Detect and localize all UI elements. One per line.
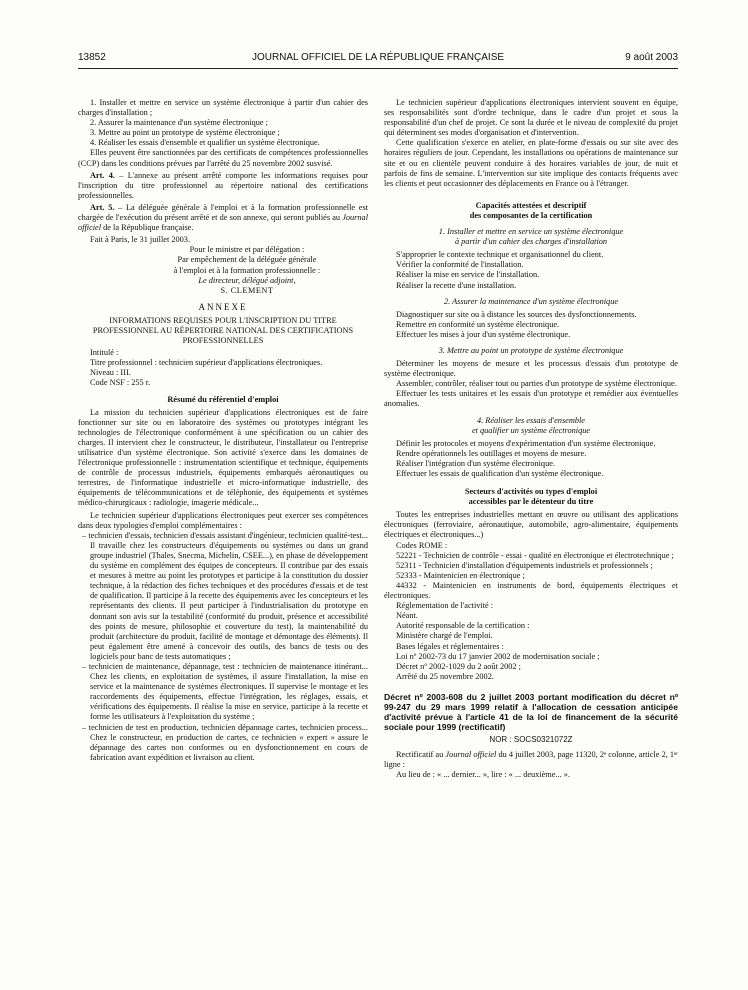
section-item: Effectuer les mises à jour d'un système électronique.	[396, 329, 571, 339]
list-item: 3. Mettre au point un prototype de système électronique ;	[90, 128, 280, 138]
secteurs-line: 52311 - Technicien d'installation d'équipements industriels et professionnels ;	[396, 560, 653, 570]
section-item: Réaliser la recette d'une installation.	[396, 280, 517, 290]
secteurs-line: Réglementation de l'activité :	[396, 601, 494, 611]
secteurs-line: Loi nº 2002-73 du 17 janvier 2002 de modernisation sociale ;	[396, 651, 600, 661]
section-item: Déterminer les moyens de mesure et les processus d'essais d'un prototype de système électronique.	[384, 359, 678, 379]
list-item: 4. Réaliser les essais d'ensemble et qualifier un système électronique.	[90, 138, 320, 148]
heading-line: accessibles par le détenteur du titre	[468, 497, 594, 507]
article-label: Art. 4.	[90, 170, 116, 180]
section-item: Rendre opérationnels les outillages et moyens de mesure.	[396, 448, 587, 458]
title-line: 4. Réaliser les essais d'ensemble	[476, 415, 585, 425]
sign-line: Pour le ministre et par délégation :	[189, 245, 305, 255]
rectif-text: Rectificatif au	[396, 749, 446, 759]
title-line: 1. Installer et mettre en service un système électronique	[438, 227, 624, 237]
section-title	[384, 227, 678, 247]
section-item: Réaliser la mise en service de l'installation.	[396, 270, 540, 280]
section-3	[384, 346, 678, 410]
section-title: 3. Mettre au point un prototype de système électronique	[438, 345, 624, 355]
section-item: Diagnostiquer sur site ou à distance les sources des dysfonctionnements.	[396, 309, 637, 319]
secteurs-line: Ministère chargé de l'emploi.	[396, 631, 493, 641]
intro-paragraph: Cette qualification s'exerce en atelier, en plate-forme d'essais ou sur site avec des horaires réguliers de jour. Cependant, les installations ou opérations de maintenance sur site et ou en clientèle peuvent conduire à des horaires variables de jour, de nuit et parfois de fins de semaine. L'intervention sur site implique des contacts fréquents avec les clients et peut occasionner des déplacements en France ou à l'étranger.	[384, 138, 678, 188]
secteurs-line: Toutes les entreprises industrielles mettant en œuvre ou utilisant des applications électroniques (ferroviaire, aéronautique, automobile, agro-alimentaire, équipements électriques et électroniques...)	[384, 510, 678, 540]
resume-paragraph: La mission du technicien supérieur d'applications électroniques est de faire fonctionner sur site ou en laboratoire des systèmes ou prototypes intégrant les technologies de l'électronique conformément à une spécification ou un cahier des charges. Il intervient chez le constructeur, le distributeur, l'installateur ou l'entreprise utilisatrice d'un système électronique. Son activité s'exerce dans les domaines de l'électronique professionnelle : instrumentation scientifique et technique, équipements de contrôle de processus industriels, équipements embarqués aéronautiques ou terrestres, de l'informatique industrielle et micro-informatique industrielle, des équipements de télécommunications et de téléphonie, des équipements et systèmes médico-chirurgicaux : radiologie, imagerie médicale...	[78, 407, 368, 508]
secteurs-line: Néant.	[396, 611, 418, 621]
intitule-label: Intitulé :	[90, 348, 119, 358]
rectif-text: du 4 juillet 2003, page 11320, 2ᵉ colonne, article 2, 1ᵉʳ ligne :	[384, 749, 678, 770]
sign-line: Par empêchement de la déléguée générale	[177, 255, 317, 265]
heading-line: Capacités attestées et descriptif	[475, 200, 587, 210]
heading-line: des composantes de la certification	[469, 210, 593, 220]
sign-line: à l'emploi et à la formation professionnelle :	[173, 265, 321, 275]
right-column	[384, 98, 678, 780]
code-nsf: Code NSF : 255 r.	[90, 378, 151, 388]
dash-item: – technicien de maintenance, dépannage, test : technicien de maintenance itinérant... Chez les clients, en exploitation de systèmes, il assure l'installation, la mise en service et la maintenance de systèmes électroniques. Il supervise le montage et les raccordements des équipements, effectue l'intégration, les réglages, essais, et vérifications des équipements. Il réalise la mise en service, participe à la recette et forme les utilisateurs à l'exploitation du système ;	[82, 661, 368, 722]
secteurs-line: Décret nº 2002-1029 du 2 août 2002 ;	[396, 661, 521, 671]
rectificatif	[384, 750, 678, 770]
secteurs-line: Autorité responsable de la certification :	[396, 621, 530, 631]
done-at: Fait à Paris, le 31 juillet 2003.	[90, 235, 191, 245]
heading-line: Secteurs d'activités ou types d'emploi	[464, 487, 598, 497]
section-item: Remettre en conformité un système électronique.	[396, 319, 560, 329]
section-title	[384, 416, 678, 436]
rectif-correction: Au lieu de : « ... dernier... », lire : « ... deuxième... ».	[396, 770, 570, 780]
niveau: Niveau : III.	[90, 368, 131, 378]
secteurs-line: 52221 - Technicien de contrôle - essai - qualité en électronique et électrotechnique ;	[396, 550, 674, 560]
sign-name: S. CLEMENT	[220, 285, 274, 295]
section-1	[384, 227, 678, 291]
article-5	[78, 203, 368, 233]
section-item: Vérifier la conformité de l'installation.	[396, 260, 524, 270]
section-2	[384, 297, 678, 340]
page-number: 13852	[78, 52, 106, 63]
article-text: de la République française.	[101, 223, 194, 233]
annexe-title: ANNEXE	[198, 301, 248, 312]
nor-reference: NOR : SOCS0321072Z	[489, 734, 573, 744]
article-text: – L'annexe au présent arrêté comporte les informations requises pour l'inscription du titre professionnel au répertoire national des certifications professionnelles.	[78, 170, 368, 200]
journal-title: JOURNAL OFFICIEL DE LA RÉPUBLIQUE FRANÇAISE	[251, 52, 505, 63]
article-text: – La déléguée générale à l'emploi et à la formation professionnelle est chargée de l'exécution du présent arrêté et de son annexe, qui seront publiés au	[78, 202, 368, 223]
list-item: 2. Assurer la maintenance d'un système électronique ;	[90, 118, 268, 128]
resume-heading: Résumé du référentiel d'emploi	[167, 394, 279, 404]
title-line: à partir d'un cahier des charges d'installation	[454, 237, 608, 247]
secteurs-line: 44332 - Maintenicien en instruments de bord, équipements électriques et électroniques.	[384, 580, 678, 601]
list-item: 1. Installer et mettre en service un système électronique à partir d'un cahier des charges d'installation ;	[78, 98, 368, 118]
resume-paragraph: Le technicien supérieur d'applications électroniques peut exercer ses compétences dans deux typologies d'emploi complémentaires :	[78, 510, 368, 530]
signature-block	[126, 245, 368, 295]
section-item: Assembler, contrôler, réaliser tout ou parties d'un prototype de système électronique.	[396, 379, 677, 389]
section-item: Définir les protocoles et moyens d'expérimentation d'un système électronique.	[396, 438, 656, 448]
section-item: Effectuer les tests unitaires et les essais d'un prototype et remédier aux éventuelles anomalies.	[384, 389, 678, 409]
title-info	[90, 348, 368, 388]
left-column	[78, 98, 368, 763]
titre-pro: Titre professionnel : technicien supérieur d'applications électroniques.	[90, 358, 323, 368]
section-title: 2. Assurer la maintenance d'un système électronique	[443, 296, 619, 306]
secteurs-line: Codes ROME :	[396, 540, 448, 550]
info-title: INFORMATIONS REQUISES POUR L'INSCRIPTION DU TITRE PROFESSIONNEL AU RÉPERTOIRE NATIONAL DES CERTIFICATIONS PROFESSIONNELLES	[92, 315, 354, 346]
section-item: Réaliser l'intégration d'un système électronique.	[396, 458, 555, 468]
capacites-heading	[384, 201, 678, 221]
secteurs-heading	[384, 487, 678, 507]
journal-name: Journal officiel	[78, 213, 368, 233]
section-item: S'approprier le contexte technique et organisationnel du client.	[396, 250, 604, 260]
dash-item: – technicien d'essais, technicien d'essais assistant d'ingénieur, technicien qualité-test... Il travaille chez les constructeurs d'équipements ou systèmes ou dans un grand groupe industriel (Thales, Snecma, Michelin, CSEE...), en phase de développement du système en complément des équipes de concepteurs. Il contribue par des essais et mesures à mettre au point les prototypes et participe à la constitution du dossier technique, à la rédaction des fiches techniques et des procédures d'essais et de test de qualification. Il participe à la recette des équipements avec les concepteurs et les représentants des clients. Il peut participer à l'industrialisation du prototype en donnant son avis sur la testabilité (conformité du produit, présence et accessibilité des points de mesure, philosophie et couverture du test), la maintenabilité du produit (architecture du produit, facilité de montage et démontage des éléments). Il peut également être amené à concevoir des outils, des bancs de tests ou des logiciels pour banc de tests automatiques ;	[82, 530, 368, 661]
sanction-text: Elles peuvent être sanctionnées par des certificats de compétences professionnelles (CCP) dans les conditions prévues par l'arrêté du 25 novembre 2002 susvisé.	[78, 148, 368, 168]
dash-item: – technicien de test en production, technicien dépannage cartes, technicien process... Chez le constructeur, en production de cartes, ce technicien « expert » assure le dépannage des cartes non conformes ou en dysfonctionnement en cours de fabrication avant expédition et livraison au client.	[82, 722, 368, 762]
article-4	[78, 171, 368, 201]
title-line: et qualifier un système électronique	[471, 425, 591, 435]
section-4	[384, 416, 678, 480]
article-label: Art. 5.	[90, 202, 115, 212]
issue-date: 9 août 2003	[625, 52, 678, 63]
intro-paragraph: Le technicien supérieur d'applications électroniques intervient souvent en équipe, ses responsabilités sont d'ordre technique, dans le cadre d'un projet et sous la responsabilité d'un chef de projet. Ce sont la durée et le niveau de complexité du projet qui déterminent ses modes d'organisation et d'intervention.	[384, 98, 678, 138]
secteurs-line: Arrêté du 25 novembre 2002.	[396, 671, 494, 681]
decree-title: Décret nº 2003-608 du 2 juillet 2003 portant modification du décret nº 99-247 du 29 mars 1999 relatif à l'allocation de cessation anticipée d'activité prévue à l'article 41 de la loi de financement de la sécurité sociale pour 1999 (rectificatif)	[384, 691, 678, 732]
secteurs-line: Bases légales et réglementaires :	[396, 641, 504, 651]
journal-name: Journal officiel	[445, 749, 497, 759]
page-header	[78, 50, 678, 69]
sign-role: Le directeur, délégué adjoint,	[198, 275, 296, 285]
section-item: Effectuer les essais de qualification d'un système électronique.	[396, 469, 604, 478]
secteurs-line: 52333 - Maintenicien en électronique ;	[396, 570, 525, 580]
